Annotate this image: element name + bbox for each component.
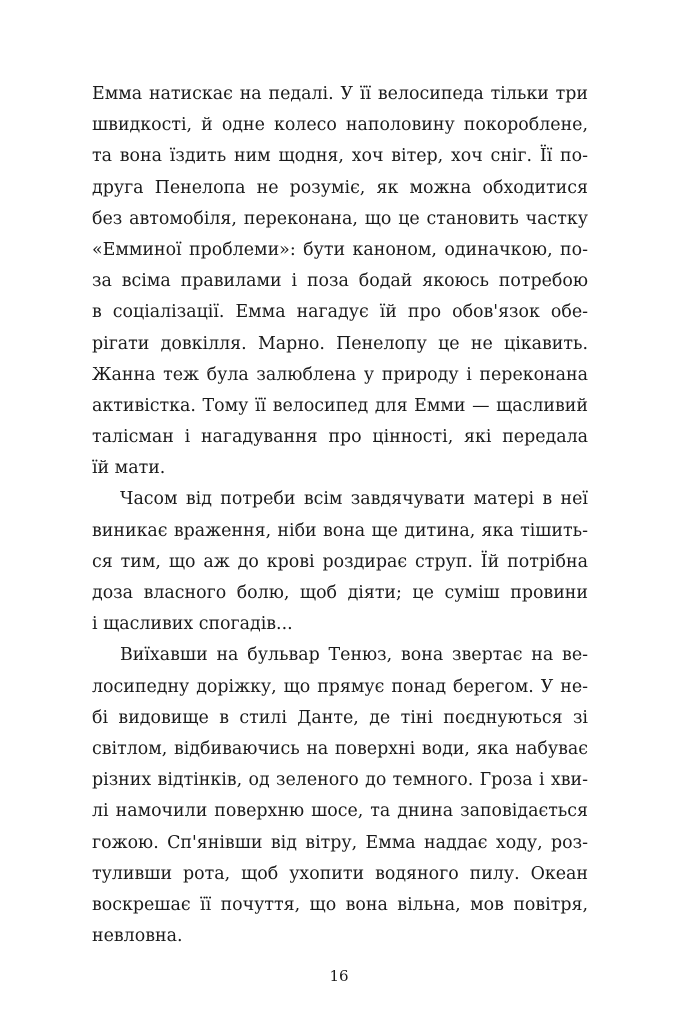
text-line: невловна. [92,926,183,947]
text-line: світлом, відбиваючись на поверхні води, яка набуває [92,738,588,759]
text-line: доза власного болю, щоб діяти; це суміш провини [92,583,588,603]
text-line: в соціалізації. Емма нагадує їй про обов'язок обе- [92,302,588,323]
text-line: лосипедну доріжку, що прямує понад берегом. У не- [92,676,588,697]
paragraph-2 [92,484,588,640]
text-line: Емма натискає на педалі. У її велосипеда тільки три [92,84,588,104]
text-line: ся тим, що аж до крові роздирає струп. Їй потрібна [92,551,588,572]
text-line: різних відтінків, од зеленого до темного. Гроза і хви- [92,770,588,791]
text-line: талісман і нагадування про цінності, які передала [92,427,588,448]
text-line: воскрешає її почуття, що вона вільна, мов повітря, [92,894,588,915]
text-line: без автомобіля, переконана, що це становить частку [92,208,588,229]
text-line: друга Пенелопа не розуміє, як можна обходитися [92,177,588,198]
body-text [92,79,588,952]
text-line: за всіма правилами і поза бодай якоюсь потребою [92,271,588,292]
paragraph-3 [92,640,588,952]
text-line: активістка. Тому її велосипед для Емми — щасливий [92,395,588,416]
text-line: і щасливих спогадів... [92,614,293,635]
text-line: бі видовище в стилі Данте, де тіні поєднуються зі [92,707,588,728]
text-line: туливши рота, щоб ухопити водяного пилу. Океан [92,863,588,884]
text-line: гожою. Сп'янівши від вітру, Емма наддає ходу, роз- [92,832,588,853]
text-line: їй мати. [92,458,166,479]
paragraph-1 [92,79,588,484]
text-line: Жанна теж була залюблена у природу і переконана [92,364,588,385]
text-line: та вона їздить ним щодня, хоч вітер, хоч сніг. Її по- [92,146,588,167]
text-line: виникає враження, ніби вона ще дитина, яка тішить- [92,520,588,541]
text-line: Виїхавши на бульвар Тенюз, вона звертає на ве- [120,645,588,666]
text-line: рігати довкілля. Марно. Пенелопу це не цікавить. [92,333,588,354]
page-number: 16 [329,967,349,985]
text-line: швидкості, й одне колесо наполовину покороблене, [92,115,588,136]
text-line: Часом від потреби всім завдячувати матері в неї [120,489,588,510]
text-line: «Емминої проблеми»: бути каноном, одиначкою, по- [92,239,588,260]
text-line: лі намочили поверхню шосе, та днина заповідається [92,801,588,822]
